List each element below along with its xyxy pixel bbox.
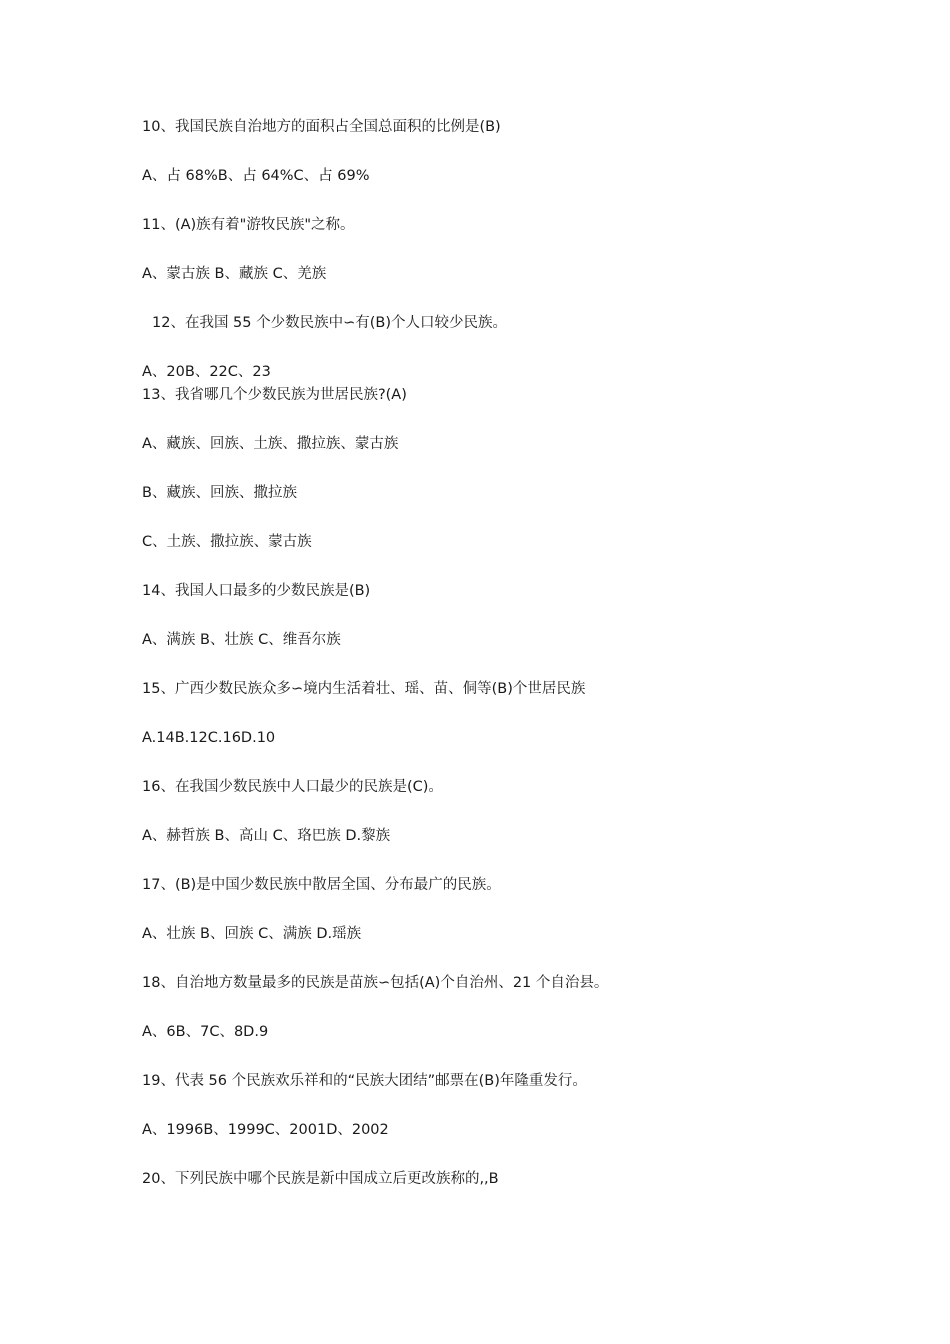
question-12: 12、在我国 55 个少数民族中∽有(B)个人口较少民族。 [152,315,508,331]
answer-options-14: A、满族 B、壮族 C、维吾尔族 [142,632,341,648]
answer-options-10: A、占 68%B、占 64%C、占 69% [142,168,370,184]
answer-option-13-b: B、藏族、回族、撒拉族 [142,485,297,501]
answer-options-12: A、20B、22C、23 [142,364,271,380]
question-16: 16、在我国少数民族中人口最少的民族是(C)。 [142,779,443,795]
question-18: 18、自治地方数量最多的民族是苗族∽包括(A)个自治州、21 个自治县。 [142,975,609,991]
question-15: 15、广西少数民族众多∽境内生活着壮、瑶、苗、侗等(B)个世居民族 [142,681,586,697]
answer-options-11: A、蒙古族 B、藏族 C、羌族 [142,266,327,282]
answer-options-17: A、壮族 B、回族 C、满族 D.瑶族 [142,926,362,942]
question-10: 10、我国民族自治地方的面积占全国总面积的比例是(B) [142,119,501,135]
question-11: 11、(A)族有着"游牧民族"之称。 [142,217,355,233]
question-13: 13、我省哪几个少数民族为世居民族?(A) [142,387,407,403]
question-20: 20、下列民族中哪个民族是新中国成立后更改族称的,,B [142,1171,499,1187]
answer-options-15: A.14B.12C.16D.10 [142,730,276,746]
question-17: 17、(B)是中国少数民族中散居全国、分布最广的民族。 [142,877,501,893]
answer-options-18: A、6B、7C、8D.9 [142,1024,269,1040]
answer-option-13-c: C、土族、撒拉族、蒙古族 [142,534,312,550]
answer-options-19: A、1996B、1999C、2001D、2002 [142,1122,389,1138]
question-19: 19、代表 56 个民族欢乐祥和的“民族大团结”邮票在(B)年隆重发行。 [142,1073,587,1089]
answer-option-13-a: A、藏族、回族、土族、撒拉族、蒙古族 [142,436,399,452]
question-14: 14、我国人口最多的少数民族是(B) [142,583,371,599]
answer-options-16: A、赫哲族 B、高山 C、珞巴族 D.黎族 [142,828,391,844]
